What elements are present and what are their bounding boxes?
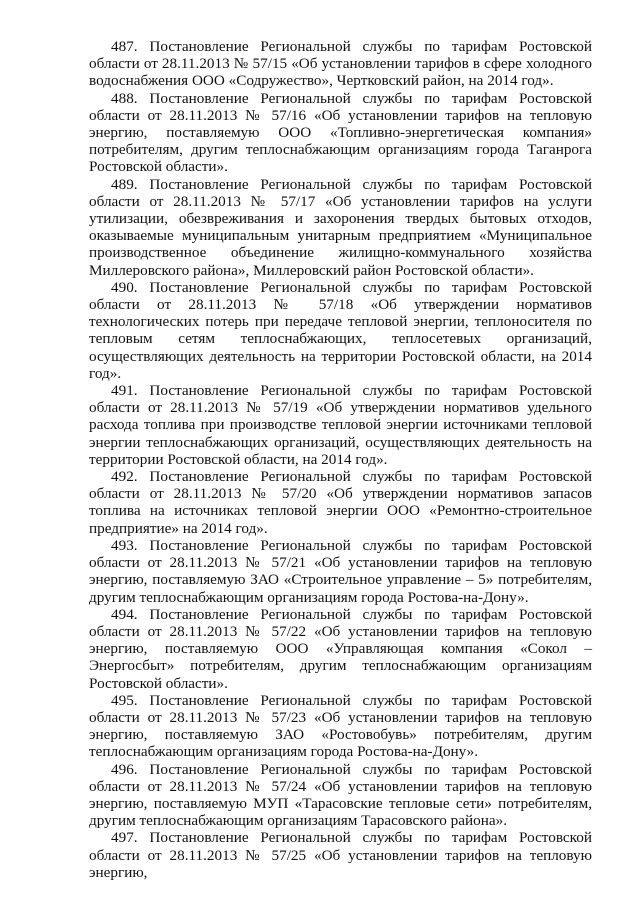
- list-item-488: 488. Постановление Региональной службы по тарифам Ростовской области от 28.11.2013 № 57/16 «Об установлении тарифов на тепловую энергию, поставляемую ООО «Топливно-энергетическая компания» потребителям, другим теплоснабжающим организациям города Таганрога Ростовской области».: [89, 89, 592, 176]
- list-item-490: 490. Постановление Региональной службы по тарифам Ростовской области от 28.11.2013 № 57/18 «Об утверждении нормативов технологических потерь при передаче тепловой энергии, теплоносителя по тепловым сетям теплоснабжающих, теплосетевых организаций, осуществляющих деятельность на территории Ростовской области, на 2014 год».: [89, 278, 592, 382]
- list-item-496: 496. Постановление Региональной службы по тарифам Ростовской области от 28.11.2013 № 57/24 «Об установлении тарифов на тепловую энергию, поставляемую МУП «Тарасовские тепловые сети» потребителям, другим теплоснабжающим организациям Тарасовского района».: [89, 760, 592, 830]
- list-item-492: 492. Постановление Региональной службы по тарифам Ростовской области от 28.11.2013 № 57/20 «Об утверждении нормативов запасов топлива на источниках тепловой энергии ООО «Ремонтно-строительное предприятие» на 2014 год».: [89, 468, 592, 537]
- list-item-495: 495. Постановление Региональной службы по тарифам Ростовской области от 28.11.2013 № 57/23 «Об установлении тарифов на тепловую энергию, поставляемую ЗАО «Ростовобувь» потребителям, другим теплоснабжающим организациям города Ростова-на-Дону».: [89, 691, 592, 761]
- list-item-491: 491. Постановление Региональной службы по тарифам Ростовской области от 28.11.2013 № 57/19 «Об утверждении нормативов удельного расхода топлива при производстве тепловой энергии источниками тепловой энергии теплоснабжающих организаций, осуществляющих деятельность на территории Ростовской области, на 2014 год».: [89, 382, 592, 468]
- list-item-487: 487. Постановление Региональной службы по тарифам Ростовской области от 28.11.2013 № 57/15 «Об установлении тарифов в сфере холодного водоснабжения ООО «Содружество», Чертковский район, на 2014 год».: [89, 38, 592, 90]
- list-item-494: 494. Постановление Региональной службы по тарифам Ростовской области от 28.11.2013 № 57/22 «Об установлении тарифов на тепловую энергию, поставляемую ООО «Управляющая компания «Сокол – Энергосбыт» потребителям, другим теплоснабжающим организациям Ростовской области».: [89, 605, 592, 692]
- list-item-489: 489. Постановление Региональной службы по тарифам Ростовской области от 28.11.2013 № 57/17 «Об установлении тарифов на услуги утилизации, обезвреживания и захоронения твердых бытовых отходов, оказываемые муниципальным унитарным предприятием «Муниципальное производственное объединение жилищно-коммунального хозяйства Миллеровского района», Миллеровский район Ростовской области».: [89, 175, 592, 279]
- list-item-493: 493. Постановление Региональной службы по тарифам Ростовской области от 28.11.2013 № 57/21 «Об установлении тарифов на тепловую энергию, поставляемую ЗАО «Строительное управление – 5» потребителям, другим теплоснабжающим организациям города Ростова-на-Дону».: [89, 536, 592, 606]
- list-item-497: 497. Постановление Региональной службы по тарифам Ростовской области от 28.11.2013 № 57/25 «Об установлении тарифов на тепловую энергию,: [89, 829, 592, 881]
